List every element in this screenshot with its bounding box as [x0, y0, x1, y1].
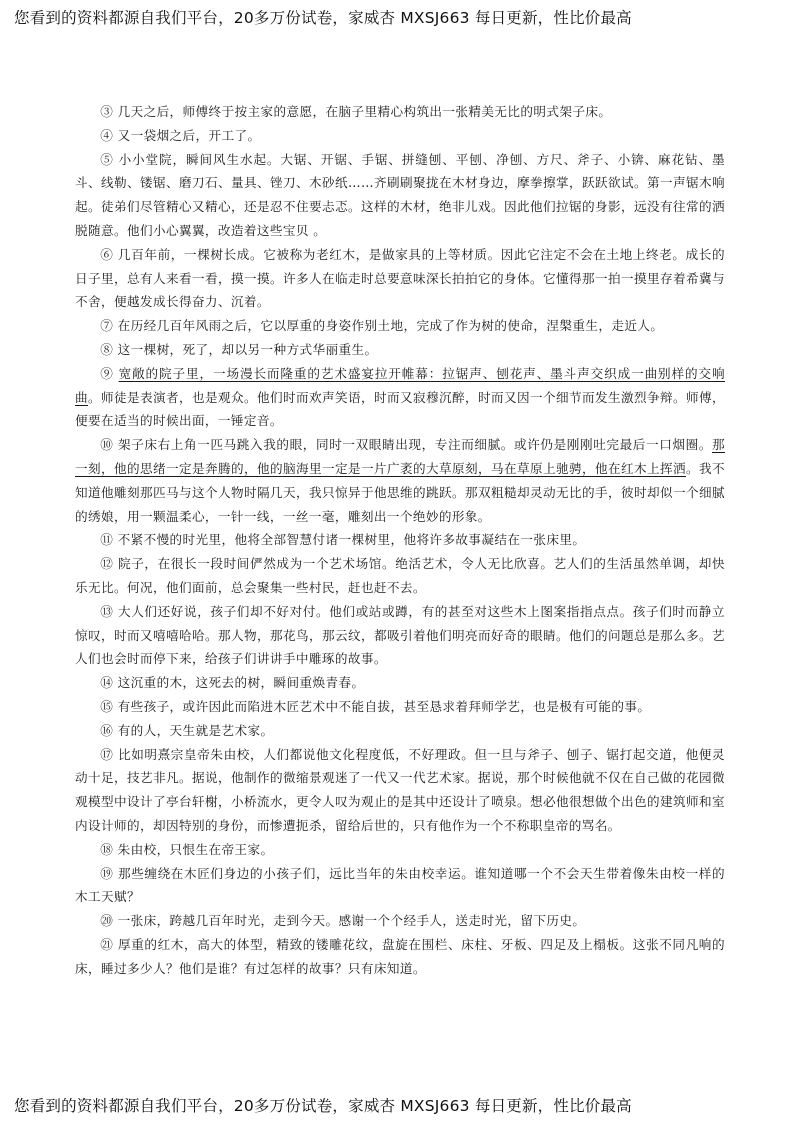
paragraph-19: ⑲ 那些缠绕在木匠们身边的小孩子们，远比当年的朱由校幸运。谁知道哪一个不会天生带着像朱由校一样的木工天赋？ [75, 865, 725, 905]
underlined-sentence-9: 宽敞的院子里，一场漫长而隆重的艺术盛宴拉开帷幕：拉锯声、刨花声、墨斗声交织成一曲别样的交响曲 [75, 365, 725, 405]
paragraph-13: ⑬ 大人们还好说，孩子们却不好对付。他们或站或蹲，有的甚至对这些木上图案指指点点。孩子们时而静立惊叹，时而又嘻嘻哈哈。那人物，那花鸟，那云纹，都吸引着他们明亮而好奇的眼睛。他们的问题总是那么多。艺人们也会时而停下来，给孩子们讲讲手中雕琢的故事。 [75, 603, 725, 667]
header-watermark-banner: 您看到的资料都源自我们平台，20多万份试卷，家威杏 MXSJ663 每日更新，性比价最高 [14, 9, 632, 27]
paragraph-15: ⑮ 有些孩子，或许因此而陷进木匠艺术中不能自拔，甚至恳求着拜师学艺，也是极有可能的事。 [100, 698, 651, 714]
paragraph-10 [75, 433, 725, 528]
paragraph-18: ⑱ 朱由校，只恨生在帝王家。 [100, 841, 274, 857]
paragraph-4: ④ 又一袋烟之后，开工了。 [100, 127, 261, 143]
paragraph-21: ㉑ 厚重的红木，高大的体型，精致的镂雕花纹，盘旋在围栏、床柱、牙板、四足及上榻板。这张不同凡响的床，睡过多少人？他们是谁？有过怎样的故事？只有床知道。 [75, 936, 725, 976]
paragraph-9-lead: ⑨ [100, 365, 119, 381]
paragraph-20: ⑳ 一张床，跨越几百年时光，走到今天。感谢一个个经手人，送走时光，留下历史。 [100, 913, 586, 929]
paragraph-10-lead: ⑩ 架子床右上角一匹马跳入我的眼，同时一双眼睛出现，专注而细腻。或许仍是刚刚吐完最后一口烟圈。 [100, 437, 712, 453]
paragraph-5: ⑤ 小小堂院，瞬间风生水起。大锯、开锯、手锯、拼缝刨、平刨、净刨、方尺、斧子、小锛、麻花钻、墨斗、线勒、镂锯、磨刀石、量具、锉刀、木砂纸……齐刷刷聚拢在木材身边，摩拳擦掌，跃跃欲试。第一声锯木响起。徒弟们尽管精心又精心，还是忍不住要忐忑。这样的木材，绝非儿戏。因此他们拉锯的身影，远没有往常的洒脱随意。他们小心翼翼，改造着这些宝贝 。 [75, 151, 725, 238]
paragraph-8: ⑧ 这一棵树，死了，却以另一种方式华丽重生。 [100, 341, 378, 357]
paragraph-9-tail: 。师徒是表演者，也是观众。他们时而欢声笑语，时而又寂穆沉醉，时而又因一个细节而发生激烈争辩。师傅，便要在适当的时候出面，一锤定音。 [75, 389, 725, 429]
paragraph-3: ③ 几天之后，师傅终于按主家的意愿，在脑子里精心构筑出一张精美无比的明式架子床。 [100, 104, 612, 119]
paragraph-14: ⑭ 这沉重的木，这死去的树，瞬间重焕青春。 [100, 675, 365, 691]
paragraph-7: ⑦ 在历经几百年风雨之后，它以厚重的身姿作别土地，完成了作为树的使命，涅槃重生，走近人。 [100, 318, 664, 334]
footer-watermark-banner: 您看到的资料都源自我们平台，20多万份试卷，家威杏 MXSJ663 每日更新，性比价最高 [14, 1097, 632, 1115]
paragraph-6: ⑥ 几百年前，一棵树长成。它被称为老红木，是做家具的上等材质。因此它注定不会在土地上终老。成长的日子里，总有人来看一看，摸一摸。许多人在临走时总要意味深长拍拍它的身体。它懂得那一拍一摸里存着希冀与不舍，便越发成长得奋力、沉着。 [75, 246, 725, 310]
article-body [75, 100, 725, 980]
paragraph-16: ⑯ 有的人，天生就是艺术家。 [100, 722, 274, 738]
paragraph-10-tail: 。我不知道他雕刻那匹马与这个人物时隔几天，我只惊异于他思维的跳跃。那双粗糙却灵动无比的手，彼时却似一个细腻的绣娘，用一颗温柔心，一针一线，一丝一毫，雕刻出一个绝妙的形象。 [75, 460, 725, 524]
paragraph-11: ⑪ 不紧不慢的时光里，他将全部智慧付诸一棵树里，他将许多故事凝结在一张床里。 [100, 532, 586, 548]
paragraph-12: ⑫ 院子，在很长一段时间俨然成为一个艺术场馆。绝活艺术，令人无比欣喜。艺人们的生活虽然单调，却快乐无比。何况，他们面前，总会聚集一些村民，赶也赶不去。 [75, 556, 725, 595]
paragraph-17: ⑰ 比如明熹宗皇帝朱由校，人们都说他文化程度低，不好理政。但一旦与斧子、刨子、锯打起交道，他便灵动十足，技艺非凡。据说，他制作的微缩景观迷了一代又一代艺术家。据说，那个时候他就不仅在自己做的花园微观模型中设计了亭台轩榭，小桥流水，更令人叹为观止的是其中还设计了喷泉。想必他很想做个出色的建筑师和室内设计师的，却因特别的身份，而惨遭扼杀，留给后世的，只有他作为一个不称职皇帝的骂名。 [75, 746, 725, 833]
paragraph-9 [75, 362, 725, 433]
underlined-sentence-10: 那一刻，他的思绪一定是奔腾的，他的脑海里一定是一片广袤的大草原刻，马在草原上驰骋，他在红木上挥洒 [75, 437, 725, 476]
